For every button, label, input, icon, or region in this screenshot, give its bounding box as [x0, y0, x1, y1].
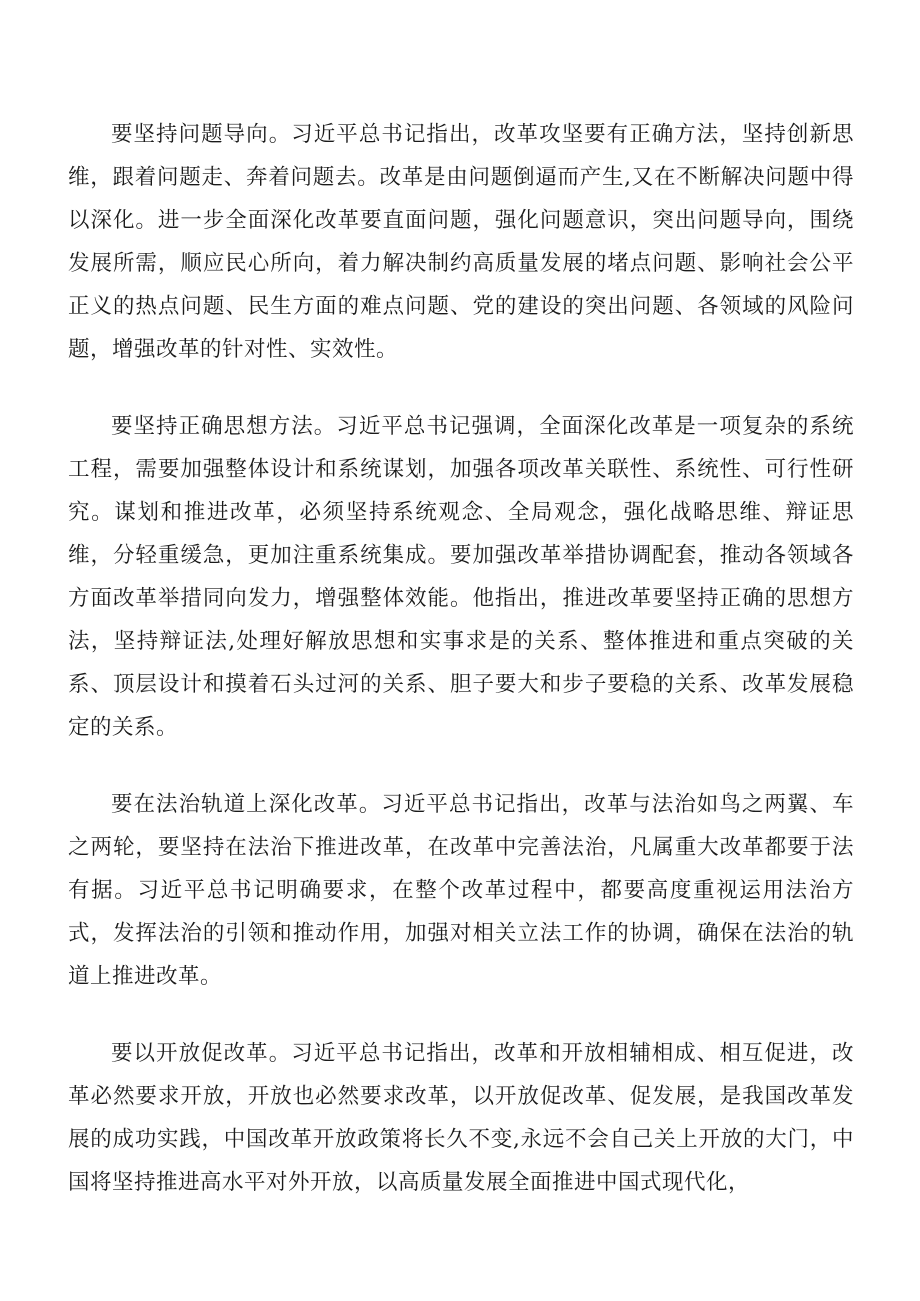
paragraph-problem-orientation: 要坚持问题导向。习近平总书记指出，改革攻坚要有正确方法，坚持创新思维，跟着问题走、奔着问题去。改革是由问题倒逼而产生,又在不断解决问题中得以深化。进一步全面深化改革要直面问题，强化问题意识，突出问题导向，围绕发展所需，顺应民心所向，着力解决制约高质量发展的堵点问题、影响社会公平正义的热点问题、民生方面的难点问题、党的建设的突出问题、各领域的风险问题，增强改革的针对性、实效性。: [68, 122, 854, 362]
paragraph-correct-thinking-method: 要坚持正确思想方法。习近平总书记强调，全面深化改革是一项复杂的系统工程，需要加强整体设计和系统谋划，加强各项改革关联性、系统性、可行性研究。谋划和推进改革，必须坚持系统观念、全局观念，强化战略思维、辩证思维，分轻重缓急，更加注重系统集成。要加强改革举措协调配套，推动各领域各方面改革举措同向发力，增强整体效能。他指出，推进改革要坚持正确的思想方法，坚持辩证法,处理好解放思想和实事求是的关系、整体推进和重点突破的关系、顶层设计和摸着石头过河的关系、胆子要大和步子要稳的关系、改革发展稳定的关系。: [68, 414, 854, 740]
paragraph-opening-up-reform: 要以开放促改革。习近平总书记指出，改革和开放相辅相成、相互促进，改革必然要求开放，开放也必然要求改革，以开放促改革、促发展，是我国改革发展的成功实践，中国改革开放政策将长久不变,永远不会自己关上开放的大门，中国将坚持推进高水平对外开放，以高质量发展全面推进中国式现代化，: [68, 1041, 854, 1195]
document-body: [68, 113, 854, 1238]
paragraph-rule-of-law-reform: 要在法治轨道上深化改革。习近平总书记指出，改革与法治如鸟之两翼、车之两轮，要坚持在法治下推进改革，在改革中完善法治，凡属重大改革都要于法有据。习近平总书记明确要求，在整个改革过程中，都要高度重视运用法治方式，发挥法治的引领和推动作用，加强对相关立法工作的协调，确保在法治的轨道上推进改革。: [68, 792, 854, 989]
